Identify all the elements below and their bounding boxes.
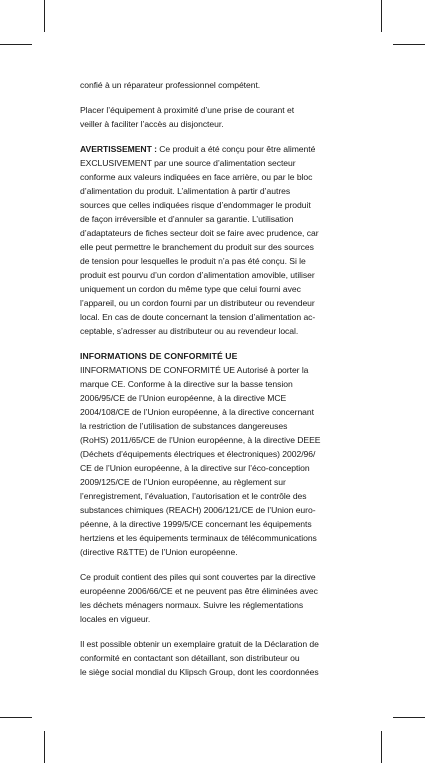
- crop-mark-right-top: [393, 44, 425, 45]
- text-line: de tension pour lesquelles le produit n’a pas été conçu. Si le: [80, 256, 306, 266]
- text-line: uniquement un cordon du même type que celui fourni avec: [80, 284, 301, 294]
- text-line: CE de l’Union européenne, à la directive sur l’éco-conception: [80, 463, 310, 473]
- text-line: sources que celles indiquées risque d’endommager le produit: [80, 200, 311, 210]
- text-line: produit est pourvu d’un cordon d’alimentation amovible, utiliser: [80, 270, 315, 280]
- text-line: elle peut permettre le branchement du produit sur des sources: [80, 242, 314, 252]
- crop-mark-top-left: [44, 0, 45, 32]
- text-line: péenne, à la directive 1999/5/CE concernant les équipements: [80, 519, 312, 529]
- text-line: substances chimiques (REACH) 2006/121/CE de l’Union euro-: [80, 505, 316, 515]
- section-paragraph-conformity: [80, 349, 350, 559]
- crop-mark-right-bottom: [393, 717, 425, 718]
- text-line: conformité en contactant son détaillant, son distributeur ou: [80, 653, 300, 663]
- text-line: confié à un réparateur professionnel compétent.: [80, 80, 261, 90]
- text-line: IINFORMATIONS DE CONFORMITÉ UE Autorisé à porter la: [80, 365, 309, 375]
- text-line: EXCLUSIVEMENT par une source d’alimentation secteur: [80, 158, 296, 168]
- text-line: européenne 2006/66/CE et ne peuvent pas être éliminées avec: [80, 586, 318, 596]
- crop-mark-top-right: [381, 0, 382, 32]
- text-line: la restriction de l’utilisation de substances dangereuses: [80, 421, 288, 431]
- text-line: 2009/125/CE de l’Union européenne, au règlement sur: [80, 477, 286, 487]
- text-line: (RoHS) 2011/65/CE de l’Union européenne, à la directive DEEE: [80, 435, 321, 445]
- text-line: Ce produit contient des piles qui sont couvertes par la directive: [80, 572, 316, 582]
- text-line: [80, 142, 350, 156]
- crop-mark-left-top: [0, 44, 32, 45]
- text-line: (Déchets d’équipements électriques et électroniques) 2002/96/: [80, 449, 316, 459]
- crop-mark-bottom-right: [381, 731, 382, 763]
- text-line: d’adaptateurs de fiches secteur doit se faire avec prudence, car: [80, 228, 319, 238]
- text-line: 2004/108/CE de l’Union européenne, à la directive concernant: [80, 407, 314, 417]
- body-paragraph: [80, 103, 350, 131]
- text-fragment: Ce produit a été conçu pour être alimenté: [156, 144, 316, 154]
- text-line: l’appareil, ou un cordon fourni par un distributeur ou revendeur: [80, 298, 315, 308]
- text-line: le siège social mondial du Klipsch Group, dont les coordonnées: [80, 667, 319, 677]
- text-line: hertziens et les équipements terminaux de télécommunications: [80, 533, 317, 543]
- warning-paragraph: [80, 142, 350, 338]
- text-line: (directive R&TTE) de l’Union européenne.: [80, 547, 238, 557]
- text-line: 2006/95/CE de l’Union européenne, à la directive MCE: [80, 393, 287, 403]
- document-body: [80, 78, 350, 690]
- text-line: l’enregistrement, l’évaluation, l’autorisation et le contrôle des: [80, 491, 307, 501]
- text-line: Il est possible obtenir un exemplaire gratuit de la Déclaration de: [80, 639, 319, 649]
- text-line: locales en vigueur.: [80, 614, 151, 624]
- crop-mark-bottom-left: [44, 731, 45, 763]
- body-paragraph: [80, 78, 350, 92]
- text-line: de façon irréversible et d’annuler sa garantie. L’utilisation: [80, 214, 294, 224]
- text-line: ceptable, s’adresser au distributeur ou au revendeur local.: [80, 326, 299, 336]
- text-line: local. En cas de doute concernant la tension d’alimentation ac-: [80, 312, 316, 322]
- crop-mark-left-bottom: [0, 717, 32, 718]
- body-paragraph: [80, 570, 350, 626]
- body-paragraph: [80, 637, 350, 679]
- text-line: les déchets ménagers normaux. Suivre les réglementations: [80, 600, 304, 610]
- text-line: conforme aux valeurs indiquées en face arrière, ou par le bloc: [80, 172, 313, 182]
- text-line: marque CE. Conforme à la directive sur la basse tension: [80, 379, 293, 389]
- text-line: Placer l’équipement à proximité d’une prise de courant et: [80, 105, 295, 115]
- warning-label: AVERTISSEMENT :: [80, 144, 157, 154]
- text-line: d’alimentation du produit. L’alimentation à partir d’autres: [80, 186, 291, 196]
- text-line: veiller à faciliter l’accès au disjoncteur.: [80, 119, 224, 129]
- section-heading: INFORMATIONS DE CONFORMITÉ UE: [80, 351, 238, 361]
